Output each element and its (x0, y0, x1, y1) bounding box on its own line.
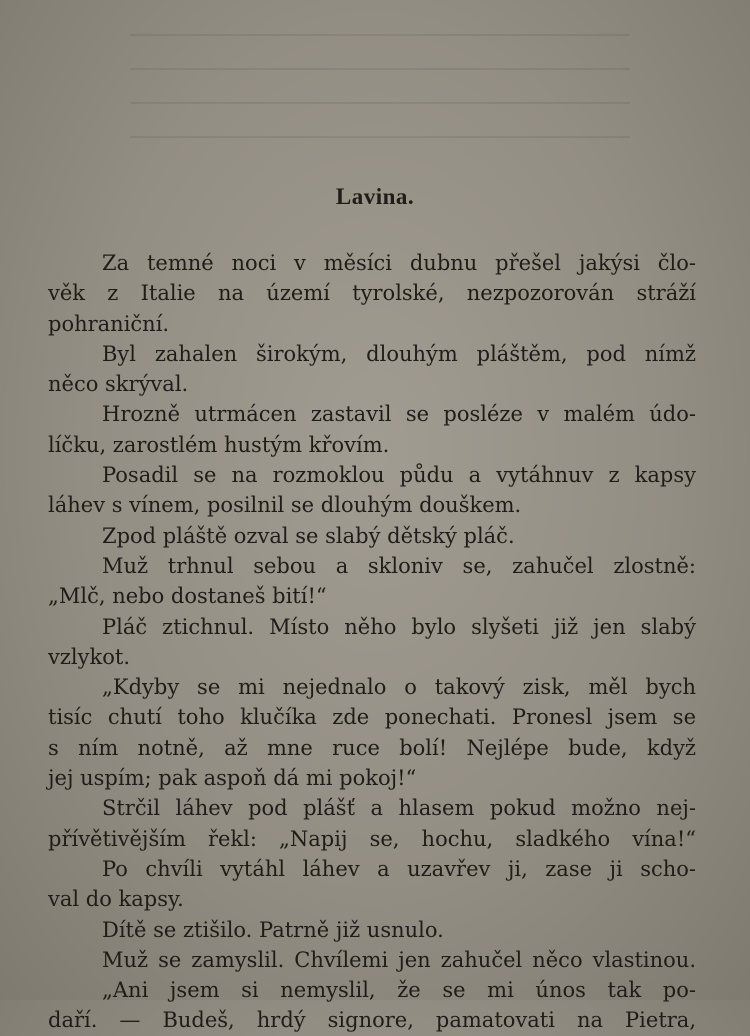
text-line: Za temné noci v měsíci dubnu přešel jakýsi člo- (102, 251, 696, 275)
text-line: věk z Italie na území tyrolské, nezpozorován stráží (48, 281, 696, 306)
text-line: „Ani jsem si nemyslil, že se mi únos tak po- (102, 978, 696, 1003)
text-line: něco skrýval. (48, 372, 189, 397)
text-line: val do kapsy. (48, 887, 184, 912)
text-line: Posadil se na rozmoklou půdu a vytáhnuv z kapsy (102, 463, 696, 488)
text-line: líčku, zarostlém hustým křovím. (48, 432, 390, 457)
text-line: vzlykot. (48, 644, 130, 669)
text-line: Dítě se ztišilo. Patrně již usnulo. (102, 917, 444, 942)
text-line: Pláč ztichnul. Místo něho bylo slyšeti již jen slabý (102, 614, 696, 639)
text-line: Strčil láhev pod plášť a hlasem pokud možno nej- (102, 796, 696, 821)
body-text (48, 248, 696, 1036)
text-line: jej uspím; pak aspoň dá mi pokoj!“ (48, 766, 417, 791)
text-line: Byl zahalen širokým, dlouhým pláštěm, pod nímž (102, 341, 696, 366)
text-line: tisíc chutí toho klučíka zde ponechati. Pronesl jsem se (48, 705, 696, 730)
text-line: „Kdyby se mi nejednalo o takový zisk, měl bych (102, 675, 696, 700)
text-line: daří. — Budeš, hrdý signore, pamatovati na Pietra, (48, 1008, 696, 1033)
text-line: Muž se zamyslil. Chvílemi jen zahučel něco vlastinou. (102, 947, 696, 972)
text-line: Zpod pláště ozval se slabý dětský pláč. (102, 523, 515, 548)
text-line: láhev s vínem, posilnil se dlouhým douškem. (48, 493, 522, 518)
text-line: „Mlč, nebo dostaneš bití!“ (48, 584, 327, 609)
bleed-through-text (130, 20, 630, 150)
text-line: přívětivějším řekl: „Napij se, hochu, sladkého vína!“ (48, 826, 696, 851)
text-line: Po chvíli vytáhl láhev a uzavřev ji, zase ji scho- (102, 856, 696, 881)
text-line: pohraniční. (48, 311, 170, 336)
text-line: Muž trhnul sebou a skloniv se, zahučel zlostně: (102, 553, 696, 578)
chapter-title: Lavina. (335, 184, 415, 209)
text-line: s ním notně, až mne ruce bolí! Nejlépe bude, když (48, 735, 696, 760)
text-line: Hrozně utrmácen zastavil se posléze v malém údo- (102, 402, 696, 427)
